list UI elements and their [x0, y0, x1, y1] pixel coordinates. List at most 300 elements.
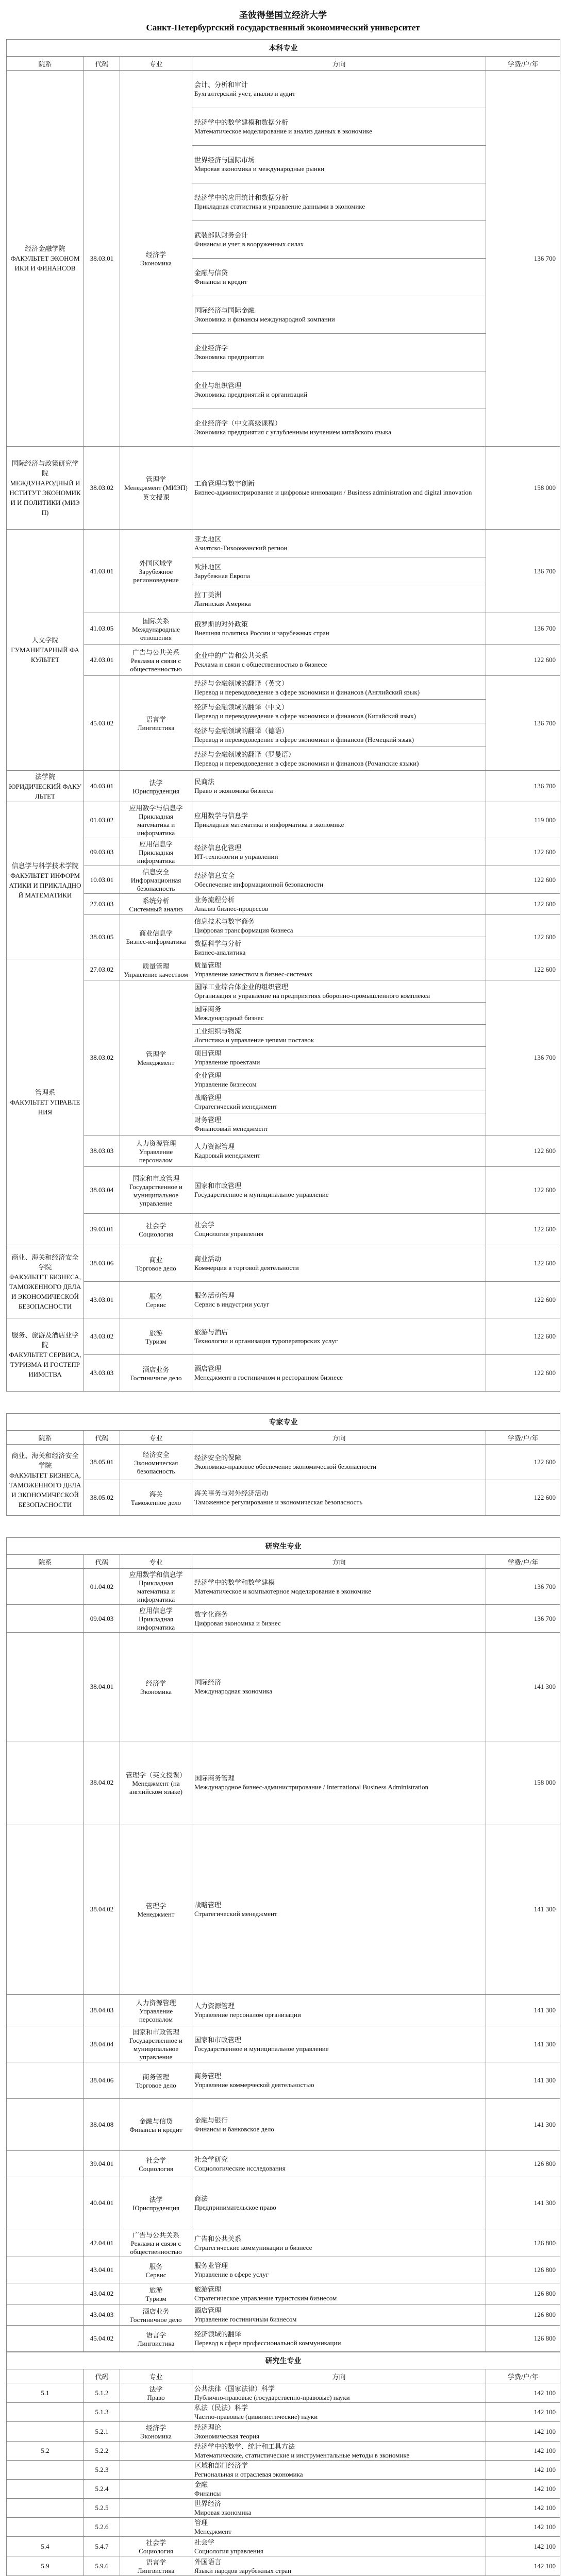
column-header: 方向 [192, 1555, 486, 1569]
column-header: 专业 [120, 2369, 192, 2383]
table-row [7, 2422, 560, 2442]
specialty-cell: 经济学 Экономика [120, 2422, 192, 2442]
direction-cell: 广告和公共关系 Стратегические коммуникации в бизнесе [192, 2229, 486, 2257]
code-cell: 38.04.03 [84, 1995, 120, 2026]
specialty-cell: 管理学 Менеджмент (МИЭП) 英文授课 [120, 447, 192, 530]
table-row [7, 1995, 560, 2026]
direction-cell: 信息技术与数字商务 Цифровая трансформация бизнеса [192, 915, 486, 937]
specialty-cell: 应用数学和信息学 Прикладная математика и информатика [120, 1569, 192, 1605]
price-cell: 142 100 [486, 2383, 560, 2403]
code-cell: 38.04.01 [84, 1633, 120, 1741]
price-cell: 126 800 [486, 2229, 560, 2257]
direction-cell: 经济学中的数学和数学建模 Математическое и компьютерное моделирование в экономике [192, 1569, 486, 1605]
group-cell [7, 2422, 84, 2442]
table-row [7, 980, 560, 1003]
table-row [7, 2283, 560, 2304]
price-cell: 158 000 [486, 1741, 560, 1824]
specialty-cell: 旅游 Туризм [120, 1318, 192, 1355]
code-cell: 38.05.01 [84, 1445, 120, 1480]
price-cell: 142 100 [486, 2556, 560, 2576]
table-row [7, 2099, 560, 2151]
price-cell: 158 000 [486, 447, 560, 530]
specialty-cell: 应用数学与信息学 Прикладная математика и информатика [120, 802, 192, 838]
direction-cell: 俄罗斯的对外政策 Внешняя политика России и зарубежных стран [192, 613, 486, 645]
price-cell: 142 100 [486, 2499, 560, 2518]
direction-cell: 企业经济学（中文高级课程） Экономика предприятия с углубленным изучением китайского языка [192, 409, 486, 447]
table-row [7, 1569, 560, 1605]
direction-cell: 企业经济学 Экономика предприятия [192, 334, 486, 371]
price-cell: 136 700 [486, 771, 560, 802]
direction-cell: 社会学 Социология управления [192, 1214, 486, 1245]
faculty-cell: 商业、海关和经济安全学院 ФАКУЛЬТЕТ БИЗНЕСА, ТАМОЖЕННОГО ДЕЛА И ЭКОНОМИЧЕСКОЙ БЕЗОПАСНОСТИ [7, 1445, 84, 1516]
direction-cell: 国际商务 Международный бизнес [192, 1003, 486, 1025]
price-cell: 122 600 [486, 1282, 560, 1318]
code-cell: 01.04.02 [84, 1569, 120, 1605]
group-cell [7, 2480, 84, 2499]
specialty-cell: 商业信息学 Бизнес-информатика [120, 915, 192, 959]
faculty-cell [7, 2062, 84, 2099]
specialty-cell: 服务 Сервис [120, 1282, 192, 1318]
table-row [7, 1445, 560, 1480]
price-cell: 122 600 [486, 1355, 560, 1392]
direction-cell: 企业中的广告和公共关系 Реклама и связи с общественностью в бизнесе [192, 645, 486, 676]
direction-cell: 经济理论 Экономическая теория [192, 2422, 486, 2442]
direction-cell: 海关事务与对外经济活动 Таможенное регулирование и экономическая безопасность [192, 1480, 486, 1516]
code-cell: 43.04.01 [84, 2257, 120, 2283]
code-cell: 45.03.02 [84, 676, 120, 771]
specialty-cell [120, 2461, 192, 2480]
price-cell: 122 600 [486, 1245, 560, 1282]
direction-cell: 亚太地区 Азиатско-Тихоокеанский регион [192, 530, 486, 557]
column-header: 专业 [120, 57, 192, 71]
specialty-cell: 社会学 Социология [120, 2537, 192, 2556]
direction-cell: 管理 Менеджмент [192, 2518, 486, 2537]
faculty-cell [7, 2326, 84, 2352]
direction-cell: 经济与金融领域的翻译（中文） Перевод и переводоведение в сфере экономики и финансов (Китайский язык) [192, 700, 486, 723]
table-row [7, 2257, 560, 2283]
direction-cell: 国际经济 Международная экономика [192, 1633, 486, 1741]
code-cell: 5.2.6 [84, 2518, 120, 2537]
master-table [6, 1537, 560, 2352]
table-row [7, 1824, 560, 1995]
code-cell: 38.03.04 [84, 1167, 120, 1214]
specialty-cell: 信息安全 Информационная безопасность [120, 866, 192, 894]
direction-cell: 国家和市政管理 Государственное и муниципальное управление [192, 1167, 486, 1214]
column-header: 学费/户/年 [486, 1555, 560, 1569]
column-header: 代码 [84, 2369, 120, 2383]
price-cell: 141 300 [486, 1995, 560, 2026]
code-cell: 01.03.02 [84, 802, 120, 838]
group-cell [7, 2461, 84, 2480]
table-row [7, 1214, 560, 1245]
code-cell: 43.03.01 [84, 1282, 120, 1318]
specialty-cell: 社会学 Социология [120, 2151, 192, 2177]
code-cell: 38.03.03 [84, 1136, 120, 1167]
faculty-cell [7, 2257, 84, 2283]
code-cell: 38.04.04 [84, 2026, 120, 2062]
group-cell [7, 2518, 84, 2537]
table-row [7, 1741, 560, 1824]
specialty-cell: 语言学 Лингвистика [120, 2556, 192, 2576]
faculty-cell: 法学院 ЮРИДИЧЕСКИЙ ФАКУЛЬТЕТ [7, 771, 84, 802]
code-cell: 43.03.03 [84, 1355, 120, 1392]
specialty-cell: 质量管理 Управление качеством [120, 959, 192, 980]
column-header [7, 2369, 84, 2383]
direction-cell: 经济学中的应用统计和数据分析 Прикладная статистика и управление данными в экономике [192, 183, 486, 221]
specialty-cell [120, 2518, 192, 2537]
code-cell: 5.4.7 [84, 2537, 120, 2556]
specialty-cell: 经济学 Экономика [120, 71, 192, 447]
table-row [7, 1480, 560, 1516]
direction-cell: 经济学中的数学、统计和工具方法 Математические, статистические и инструментальные методы в экономике [192, 2442, 486, 2461]
specialty-cell: 广告与公共关系 Реклама и связи с общественностью [120, 2229, 192, 2257]
price-cell: 142 100 [486, 2422, 560, 2442]
table-row [7, 2518, 560, 2537]
table-row [7, 1605, 560, 1633]
price-cell: 136 700 [486, 71, 560, 447]
code-cell: 42.04.01 [84, 2229, 120, 2257]
code-cell: 38.04.06 [84, 2062, 120, 2099]
code-cell: 38.03.06 [84, 1245, 120, 1282]
code-cell: 38.04.02 [84, 1741, 120, 1824]
price-cell: 126 800 [486, 2257, 560, 2283]
price-cell: 141 300 [486, 1633, 560, 1741]
price-cell: 142 100 [486, 2537, 560, 2556]
price-cell: 136 700 [486, 1605, 560, 1633]
price-cell: 136 700 [486, 980, 560, 1136]
faculty-cell [7, 2177, 84, 2229]
document-header [0, 0, 566, 34]
price-cell: 122 600 [486, 1136, 560, 1167]
direction-cell: 民商法 Право и экономика бизнеса [192, 771, 486, 802]
direction-cell: 质量管理 Управление качеством в бизнес-системах [192, 959, 486, 980]
code-cell: 43.03.02 [84, 1318, 120, 1355]
specialty-cell: 法学 Юриспруденция [120, 2177, 192, 2229]
specialist-table [6, 1413, 560, 1516]
table-row [7, 959, 560, 980]
price-cell: 126 800 [486, 2304, 560, 2326]
direction-cell: 国际工业综合体企业的组织管理 Организация и управление на предприятиях оборонно-промышленного комплекса [192, 980, 486, 1003]
code-cell: 43.04.02 [84, 2283, 120, 2304]
price-cell: 141 300 [486, 1824, 560, 1995]
specialty-cell: 商务管理 Торговое дело [120, 2062, 192, 2099]
column-header: 院系 [7, 1555, 84, 1569]
university-title-ru: Санкт-Петербургский государственный экономический университет [146, 23, 420, 32]
table-row [7, 2229, 560, 2257]
column-header: 代码 [84, 1555, 120, 1569]
direction-cell: 社会学 Социология управления [192, 2537, 486, 2556]
direction-cell: 数字化商务 Цифровая экономика и бизнес [192, 1605, 486, 1633]
direction-cell: 外国语言 Языки народов зарубежных стран [192, 2556, 486, 2576]
direction-cell: 商业活动 Коммерция в торговой деятельности [192, 1245, 486, 1282]
code-cell: 5.2.5 [84, 2499, 120, 2518]
price-cell: 122 600 [486, 894, 560, 915]
direction-cell: 公共法律（国家法律）科学 Публично-правовые (государственно-правовые) науки [192, 2383, 486, 2403]
specialty-cell [120, 2499, 192, 2518]
specialty-cell: 人力资源管理 Управление персоналом [120, 1136, 192, 1167]
specialty-cell: 经济安全 Экономическая безопасность [120, 1445, 192, 1480]
table-row [7, 894, 560, 915]
direction-cell: 酒店管理 Менеджмент в гостиничном и ресторанном бизнесе [192, 1355, 486, 1392]
direction-cell: 拉丁美洲 Латинская Америка [192, 585, 486, 613]
specialist-section [0, 1413, 566, 1516]
price-cell: 142 100 [486, 2480, 560, 2499]
price-cell: 141 300 [486, 2099, 560, 2151]
code-cell: 09.04.03 [84, 1605, 120, 1633]
faculty-cell: 经济金融学院 ФАКУЛЬТЕТ ЭКОНОМИКИ И ФИНАНСОВ [7, 71, 84, 447]
price-cell: 122 600 [486, 1445, 560, 1480]
specialty-cell: 管理学（英文授课） Менеджмент (на английском языке) [120, 1741, 192, 1824]
faculty-cell [7, 1633, 84, 1741]
direction-cell: 经济与金融领域的翻译（英文） Перевод и переводоведение в сфере экономики и финансов (Английский язык) [192, 676, 486, 700]
column-header: 方向 [192, 2369, 486, 2383]
code-cell: 5.1.3 [84, 2403, 120, 2422]
price-cell: 122 600 [486, 645, 560, 676]
faculty-cell: 信息学与科学技术学院 ФАКУЛЬТЕТ ИНФОРМАТИКИ И ПРИКЛАДНОЙ МАТЕМАТИКИ [7, 802, 84, 959]
direction-cell: 旅游与酒店 Технологии и организация туроператорских услуг [192, 1318, 486, 1355]
specialty-cell: 法学 Право [120, 2383, 192, 2403]
table-row [7, 2383, 560, 2403]
table-row [7, 676, 560, 700]
group-cell: 5.4 [7, 2537, 84, 2556]
table-row [7, 2304, 560, 2326]
column-header: 代码 [84, 57, 120, 71]
section-title: 研究生专业 [7, 1538, 560, 1555]
direction-cell: 业务流程分析 Анализ бизнес-процессов [192, 894, 486, 915]
code-cell: 38.04.08 [84, 2099, 120, 2151]
faculty-cell [7, 2229, 84, 2257]
specialty-cell: 广告与公共关系 Реклама и связи с общественностью [120, 645, 192, 676]
code-cell: 5.2.1 [84, 2422, 120, 2442]
specialty-cell [120, 2403, 192, 2422]
table-row [7, 2177, 560, 2229]
specialty-cell [120, 2442, 192, 2461]
specialty-cell: 法学 Юриспруденция [120, 771, 192, 802]
code-cell: 39.04.01 [84, 2151, 120, 2177]
specialty-cell: 人力资源管理 Управление персоналом [120, 1995, 192, 2026]
table-row [7, 866, 560, 894]
direction-cell: 国际商务管理 Международное бизнес-администрирование / International Business Administration [192, 1741, 486, 1824]
table-row [7, 1633, 560, 1741]
price-cell: 136 700 [486, 613, 560, 645]
phd-table [6, 2352, 560, 2576]
specialty-cell: 国家和市政管理 Государственное и муниципальное управление [120, 2026, 192, 2062]
group-cell: 5.9 [7, 2556, 84, 2576]
group-cell [7, 2499, 84, 2518]
faculty-cell [7, 2283, 84, 2304]
faculty-cell [7, 1824, 84, 1995]
direction-cell: 世界经济与国际市场 Мировая экономика и международные рынки [192, 146, 486, 183]
direction-cell: 商法 Предпринимательское право [192, 2177, 486, 2229]
faculty-cell [7, 1569, 84, 1605]
specialty-cell: 金融与信贷 Финансы и кредит [120, 2099, 192, 2151]
specialty-cell: 酒店业务 Гостиничное дело [120, 1355, 192, 1392]
price-cell: 142 100 [486, 2461, 560, 2480]
group-cell: 5.1 [7, 2383, 84, 2403]
table-row [7, 613, 560, 645]
table-row [7, 645, 560, 676]
specialty-cell: 语言学 Лингвистика [120, 2326, 192, 2352]
faculty-cell [7, 2151, 84, 2177]
column-header: 专业 [120, 1555, 192, 1569]
table-row [7, 2499, 560, 2518]
direction-cell: 工商管理与数字创新 Бизнес-администрирование и цифровые инновации / Business administration and digital innovation [192, 447, 486, 530]
price-cell: 122 600 [486, 1167, 560, 1214]
table-row [7, 802, 560, 838]
master-section [0, 1537, 566, 2352]
price-cell: 122 600 [486, 1214, 560, 1245]
direction-cell: 经济与金融领域的翻译（罗曼语） Перевод и переводоведение в сфере экономики и финансов (Романские языки) [192, 747, 486, 771]
price-cell: 136 700 [486, 676, 560, 771]
faculty-cell: 国际经济与政策研究学院 МЕЖДУНАРОДНЫЙ ИНСТИТУТ ЭКОНОМИКИ И ПОЛИТИКИ (МИЭП) [7, 447, 84, 530]
faculty-cell [7, 1741, 84, 1824]
direction-cell: 服务活动管理 Сервис в индустрии услуг [192, 1282, 486, 1318]
direction-cell: 金融 Финансы [192, 2480, 486, 2499]
price-cell: 119 000 [486, 802, 560, 838]
column-header: 方向 [192, 57, 486, 71]
table-row [7, 1355, 560, 1392]
specialty-cell: 管理学 Менеджмент [120, 1824, 192, 1995]
code-cell: 27.03.03 [84, 894, 120, 915]
price-cell: 142 100 [486, 2403, 560, 2422]
faculty-cell [7, 2026, 84, 2062]
code-cell: 27.03.02 [84, 959, 120, 980]
table-row [7, 1136, 560, 1167]
direction-cell: 世界经济 Мировая экономика [192, 2499, 486, 2518]
direction-cell: 国际经济与国际金融 Экономика и финансы международной компании [192, 296, 486, 334]
code-cell: 38.05.02 [84, 1480, 120, 1516]
table-row [7, 1318, 560, 1355]
specialty-cell: 系统分析 Системный анализ [120, 894, 192, 915]
direction-cell: 项目管理 Управление проектами [192, 1047, 486, 1069]
code-cell: 38.03.02 [84, 980, 120, 1136]
specialty-cell: 酒店业务 Гостиничное дело [120, 2304, 192, 2326]
specialty-cell: 管理学 Менеджмент [120, 980, 192, 1136]
table-row [7, 2403, 560, 2422]
specialty-cell: 外国区域学 Зарубежное регионоведение [120, 530, 192, 613]
specialty-cell: 海关 Таможенное дело [120, 1480, 192, 1516]
code-cell: 43.04.03 [84, 2304, 120, 2326]
table-row [7, 838, 560, 866]
direction-cell: 经济学中的数学建模和数据分析 Математическое моделирование и анализ данных в экономике [192, 108, 486, 146]
bachelor-table [6, 39, 560, 1392]
table-row [7, 915, 560, 937]
specialty-cell: 语言学 Лингвистика [120, 676, 192, 771]
code-cell: 45.04.02 [84, 2326, 120, 2352]
column-header: 学费/户/年 [486, 1431, 560, 1445]
faculty-cell: 服务、旅游及酒店业学院 ФАКУЛЬТЕТ СЕРВИСА, ТУРИЗМА И ГОСТЕПРИИМСТВА [7, 1318, 84, 1392]
table-row [7, 2480, 560, 2499]
column-header: 院系 [7, 57, 84, 71]
direction-cell: 经济与金融领域的翻译（德语） Перевод и переводоведение в сфере экономики и финансов (Немецкий язык) [192, 723, 486, 747]
specialty-cell [120, 2480, 192, 2499]
direction-cell: 数据科学与分析 Бизнес-аналитика [192, 937, 486, 959]
price-cell: 141 300 [486, 2026, 560, 2062]
specialty-cell: 服务 Сервис [120, 2257, 192, 2283]
university-title-cn: 圣彼得堡国立经济大学 [239, 10, 327, 20]
column-header: 院系 [7, 1431, 84, 1445]
code-cell: 09.03.03 [84, 838, 120, 866]
code-cell: 5.1.2 [84, 2383, 120, 2403]
direction-cell: 工业组织与物流 Логистика и управление цепями поставок [192, 1025, 486, 1047]
table-row [7, 2556, 560, 2576]
direction-cell: 武装部队财务会计 Финансы и учет в вооруженных силах [192, 221, 486, 259]
code-cell: 38.03.05 [84, 915, 120, 959]
group-cell: 5.2 [7, 2442, 84, 2461]
price-cell: 122 600 [486, 1318, 560, 1355]
column-header: 学费/户/年 [486, 57, 560, 71]
direction-cell: 旅游管理 Стратегическое управление туристским бизнесом [192, 2283, 486, 2304]
specialty-cell: 商业 Торговое дело [120, 1245, 192, 1282]
code-cell: 40.03.01 [84, 771, 120, 802]
direction-cell: 经济领域的翻译 Перевод в сфере профессиональной коммуникации [192, 2326, 486, 2352]
price-cell: 142 100 [486, 2518, 560, 2537]
faculty-cell [7, 1605, 84, 1633]
table-row [7, 1245, 560, 1282]
code-cell: 39.03.01 [84, 1214, 120, 1245]
price-cell: 126 800 [486, 2151, 560, 2177]
table-row [7, 2026, 560, 2062]
price-cell: 136 700 [486, 1569, 560, 1605]
faculty-cell: 商业、海关和经济安全学院 ФАКУЛЬТЕТ БИЗНЕСА, ТАМОЖЕННОГО ДЕЛА И ЭКОНОМИЧЕСКОЙ БЕЗОПАСНОСТИ [7, 1245, 84, 1318]
specialty-cell: 应用信息学 Прикладная информатика [120, 838, 192, 866]
code-cell: 38.04.02 [84, 1824, 120, 1995]
table-row [7, 2442, 560, 2461]
faculty-cell [7, 2304, 84, 2326]
price-cell: 141 300 [486, 2177, 560, 2229]
direction-cell: 人力资源管理 Кадровый менеджмент [192, 1136, 486, 1167]
price-cell: 136 700 [486, 530, 560, 613]
direction-cell: 金融与银行 Финансы и банковское дело [192, 2099, 486, 2151]
code-cell: 40.04.01 [84, 2177, 120, 2229]
price-cell: 122 600 [486, 838, 560, 866]
table-row [7, 2326, 560, 2352]
code-cell: 10.03.01 [84, 866, 120, 894]
code-cell: 5.2.4 [84, 2480, 120, 2499]
phd-section [0, 2352, 566, 2576]
bachelor-section [0, 39, 566, 1392]
price-cell: 122 600 [486, 866, 560, 894]
price-cell: 126 800 [486, 2326, 560, 2352]
column-header: 专业 [120, 1431, 192, 1445]
price-cell: 122 600 [486, 1480, 560, 1516]
table-row [7, 2537, 560, 2556]
code-cell: 38.03.02 [84, 447, 120, 530]
direction-cell: 财务管理 Финансовый менеджмент [192, 1113, 486, 1136]
section-title: 专家专业 [7, 1414, 560, 1431]
direction-cell: 国家和市政管理 Государственное и муниципальное управление [192, 2026, 486, 2062]
faculty-cell: 人文学院 ГУМАНИТАРНЫЙ ФАКУЛЬТЕТ [7, 530, 84, 771]
column-header: 学费/户/年 [486, 2369, 560, 2383]
table-row [7, 530, 560, 557]
specialty-cell: 旅游 Туризм [120, 2283, 192, 2304]
price-cell: 126 800 [486, 2283, 560, 2304]
code-cell: 5.9.6 [84, 2556, 120, 2576]
price-cell: 141 300 [486, 2062, 560, 2099]
faculty-cell: 管理系 ФАКУЛЬТЕТ УПРАВЛЕНИЯ [7, 959, 84, 1245]
table-row [7, 771, 560, 802]
table-row [7, 447, 560, 530]
group-cell [7, 2403, 84, 2422]
direction-cell: 经济信息化管理 ИТ-технологии в управлении [192, 838, 486, 866]
price-cell: 122 600 [486, 915, 560, 959]
direction-cell: 服务业管理 Управление в сфере услуг [192, 2257, 486, 2283]
direction-cell: 战略管理 Стратегический менеджмент [192, 1091, 486, 1113]
code-cell: 5.2.3 [84, 2461, 120, 2480]
direction-cell: 企业与组织管理 Экономика предприятий и организаций [192, 371, 486, 409]
direction-cell: 会计、分析和审计 Бухгалтерский учет, анализ и аудит [192, 71, 486, 108]
direction-cell: 欧洲地区 Зарубежная Европа [192, 557, 486, 585]
